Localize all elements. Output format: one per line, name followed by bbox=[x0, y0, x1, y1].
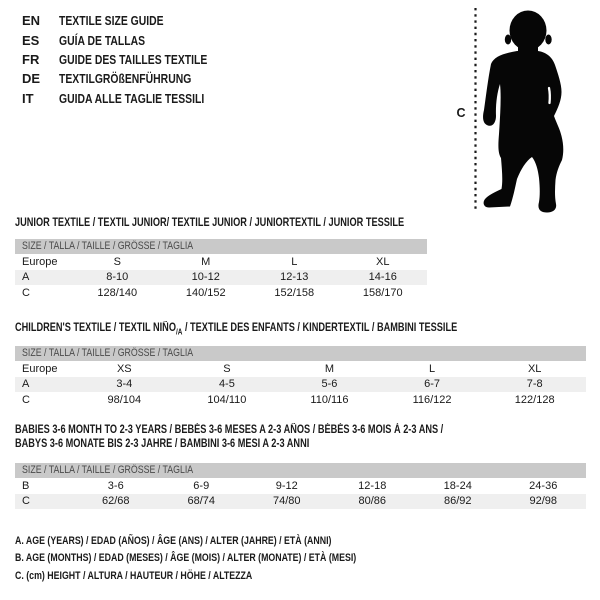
lang-title: TEXTILGRÖßENFÜHRUNG bbox=[59, 71, 192, 87]
cell: 14-16 bbox=[339, 270, 428, 286]
legend-line-a: A. AGE (YEARS) / EDAD (AÑOS) / ÂGE (ANS) / ALTER (JAHRE) / ETÀ (ANNI) bbox=[15, 535, 332, 547]
lang-code: DE bbox=[22, 71, 41, 87]
cell: 140/152 bbox=[185, 286, 226, 299]
lang-title: GUÍA DE TALLAS bbox=[59, 32, 146, 48]
cell: 24-36 bbox=[529, 479, 558, 492]
children-table-title: CHILDREN'S TEXTILE / TEXTIL $NIÑO_{/A}$ / TEXTILE DES ENFANTS / KINDERTEXTIL / BAMBINI TESSILE bbox=[15, 322, 458, 337]
measurement-legend bbox=[15, 533, 442, 585]
cell: 92/98 bbox=[501, 494, 587, 510]
cell: 4-5 bbox=[176, 377, 279, 393]
lang-code: FR bbox=[22, 51, 40, 67]
lang-code: IT bbox=[22, 90, 34, 106]
cell: 18-24 bbox=[443, 479, 472, 492]
cell: 152/158 bbox=[274, 286, 315, 299]
cell: 6-9 bbox=[193, 479, 210, 492]
legend-line-c: C. (cm) HEIGHT / ALTURA / HAUTEUR / HÖHE / ALTEZZA bbox=[15, 569, 253, 582]
cell: M bbox=[201, 255, 211, 268]
table-row bbox=[15, 478, 586, 494]
cell: 12-18 bbox=[358, 479, 387, 492]
row-label: C bbox=[22, 286, 30, 299]
row-label: Europe bbox=[22, 255, 58, 268]
lang-code: EN bbox=[22, 13, 41, 29]
cell: 74/80 bbox=[244, 494, 330, 510]
cell: 7-8 bbox=[483, 377, 586, 393]
cell: 128/140 bbox=[97, 286, 138, 299]
size-header-bar: SIZE / TALLA / TAILLE / GRÖSSE / TAGLIA bbox=[15, 463, 586, 478]
cell: S bbox=[223, 362, 231, 375]
cell: XS bbox=[116, 362, 132, 375]
cell: 68/74 bbox=[159, 494, 245, 510]
row-label: C bbox=[22, 393, 30, 406]
cell: XL bbox=[376, 255, 390, 268]
cell: 104/110 bbox=[207, 393, 247, 406]
title-subscript: /A bbox=[175, 327, 183, 337]
junior-size-table bbox=[15, 239, 427, 301]
table-row bbox=[15, 361, 586, 377]
lang-title: TEXTILE SIZE GUIDE bbox=[59, 13, 164, 29]
cell: 62/68 bbox=[73, 494, 159, 510]
children-size-table bbox=[15, 346, 586, 408]
junior-table-title: JUNIOR TEXTILE / TEXTIL JUNIOR/ TEXTILE JUNIOR / JUNIORTEXTIL / JUNIOR TESSILE bbox=[15, 217, 405, 229]
cell: 110/116 bbox=[310, 393, 349, 406]
cell: 12-13 bbox=[250, 270, 339, 286]
cell: 3-4 bbox=[73, 377, 176, 393]
row-label: Europe bbox=[22, 362, 58, 375]
row-label: A bbox=[15, 270, 73, 286]
cell: 98/104 bbox=[107, 393, 142, 406]
lang-row-fr bbox=[22, 50, 244, 69]
table-row bbox=[15, 254, 427, 270]
language-title-list bbox=[22, 11, 244, 108]
size-header-bar: SIZE / TALLA / TAILLE / GRÖSSE / TAGLIA bbox=[15, 239, 427, 254]
cell: 9-12 bbox=[275, 479, 298, 492]
lang-row-en bbox=[22, 11, 244, 30]
lang-row-es bbox=[22, 30, 244, 49]
lang-row-it bbox=[22, 89, 244, 108]
table-row bbox=[15, 285, 427, 301]
babies-size-table bbox=[15, 463, 586, 509]
cell: 3-6 bbox=[107, 479, 124, 492]
row-label: C bbox=[15, 494, 73, 510]
cell: XL bbox=[527, 362, 542, 375]
lang-title: GUIDA ALLE TAGLIE TESSILI bbox=[59, 90, 205, 106]
cell: 86/92 bbox=[415, 494, 501, 510]
cell: 8-10 bbox=[73, 270, 162, 286]
size-header-bar: SIZE / TALLA / TAILLE / GRÖSSE / TAGLIA bbox=[15, 346, 586, 361]
row-label: A bbox=[15, 377, 73, 393]
lang-title: GUIDE DES TAILLES TEXTILE bbox=[59, 51, 208, 67]
cell: L bbox=[429, 362, 436, 375]
cell: M bbox=[324, 362, 335, 375]
cell: L bbox=[291, 255, 298, 268]
legend-line-b: B. AGE (MONTHS) / EDAD (MESES) / ÂGE (MOIS) / ALTER (MONATE) / ETÀ (MESI) bbox=[15, 552, 357, 565]
row-label: B bbox=[22, 479, 30, 492]
table-row bbox=[15, 377, 586, 393]
cell: 6-7 bbox=[381, 377, 484, 393]
lang-code: ES bbox=[22, 32, 40, 48]
lang-row-de bbox=[22, 69, 244, 88]
cell: 5-6 bbox=[278, 377, 381, 393]
cell: S bbox=[113, 255, 121, 268]
cell: 10-12 bbox=[162, 270, 251, 286]
cell: 80/86 bbox=[330, 494, 416, 510]
cell: 116/122 bbox=[412, 393, 452, 406]
cell: 122/128 bbox=[514, 393, 555, 406]
babies-table-title: BABIES 3-6 MONTH TO 2-3 YEARS / BEBÉS 3-6 MESES A 2-3 AÑOS / BÉBÉS 3-6 MOIS À 2-3 ANS / BABYS 3-6 MONATE BIS 2-3 JAHRE / BAMBINI 3-6 MESI A 2-3 ANNI bbox=[15, 424, 444, 450]
height-figure bbox=[440, 0, 600, 220]
cell: 158/170 bbox=[362, 286, 403, 299]
table-row bbox=[15, 270, 427, 286]
height-label-c: C bbox=[456, 106, 466, 120]
table-row bbox=[15, 494, 586, 510]
table-row bbox=[15, 392, 586, 408]
